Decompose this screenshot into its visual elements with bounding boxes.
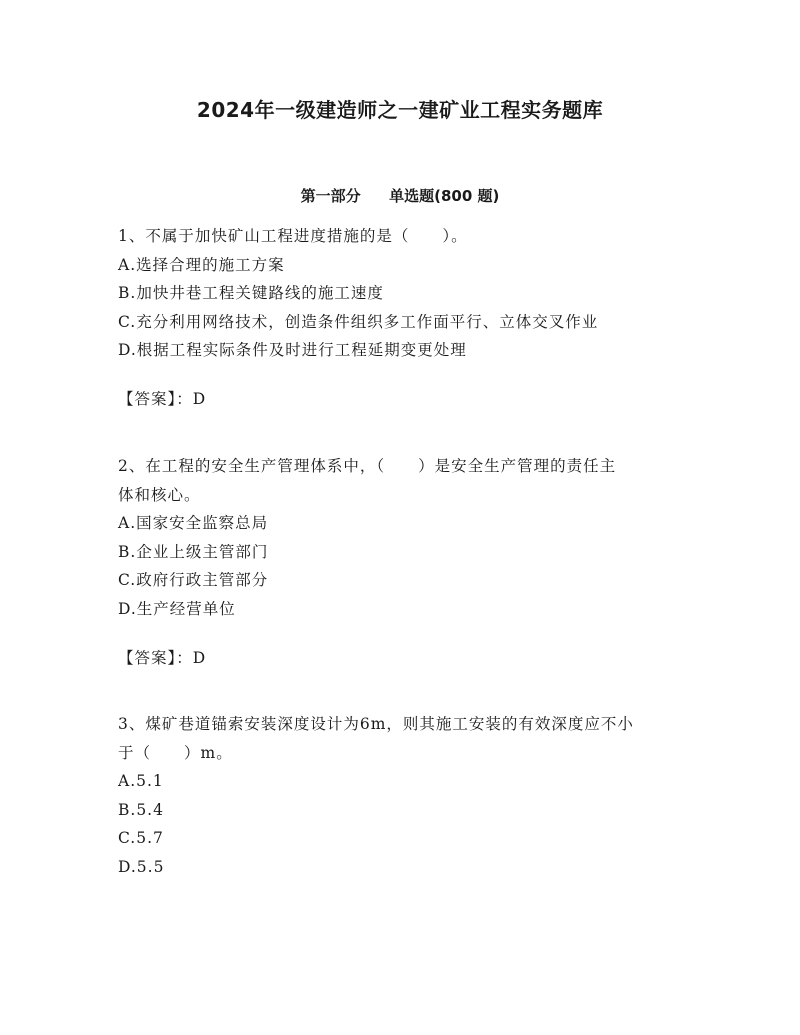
document-title: 2024年一级建造师之一建矿业工程实务题库 [196, 98, 604, 122]
option-a: A.国家安全监察总局 [118, 514, 269, 532]
question-stem-line-2: 体和核心。 [118, 485, 201, 504]
question-2 [118, 452, 688, 623]
option-a: A.选择合理的施工方案 [118, 255, 285, 274]
question-1 [118, 222, 688, 365]
option-c: C.充分利用网络技术，创造条件组织多工作面平行、立体交叉作业 [118, 312, 599, 331]
option-d: D.5.5 [118, 857, 165, 876]
question-stem-line-1: 3、煤矿巷道锚索安装深度设计为6m，则其施工安装的有效深度应不小 [118, 715, 634, 733]
answer-value: D [192, 390, 207, 408]
option-c: C.5.7 [118, 829, 164, 847]
answer-1 [118, 385, 206, 413]
question-stem: 1、不属于加快矿山工程进度措施的是（ ）。 [118, 227, 468, 245]
option-b: B.企业上级主管部门 [118, 542, 269, 561]
section-label: 第一部分 [300, 187, 361, 205]
option-d: D.生产经营单位 [118, 599, 236, 618]
section-type: 单选题 [389, 187, 435, 205]
section-heading [0, 185, 800, 206]
option-a: A.5.1 [118, 772, 164, 790]
question-stem-line-2: 于（ ）m。 [118, 743, 233, 762]
option-d: D.根据工程实际条件及时进行工程延期变更处理 [118, 341, 467, 359]
answer-value: D [192, 649, 207, 667]
question-3 [118, 710, 688, 881]
answer-label: 【答案】： [118, 649, 193, 667]
question-stem-line-1: 2、在工程的安全生产管理体系中，（ ）是安全生产管理的责任主 [118, 457, 617, 475]
option-b: B.加快井巷工程关键路线的施工速度 [118, 284, 384, 302]
answer-label: 【答案】： [118, 390, 193, 408]
answer-2 [118, 644, 206, 672]
option-b: B.5.4 [118, 800, 164, 819]
section-count: (800 题) [434, 187, 500, 205]
option-c: C.政府行政主管部分 [118, 571, 269, 589]
